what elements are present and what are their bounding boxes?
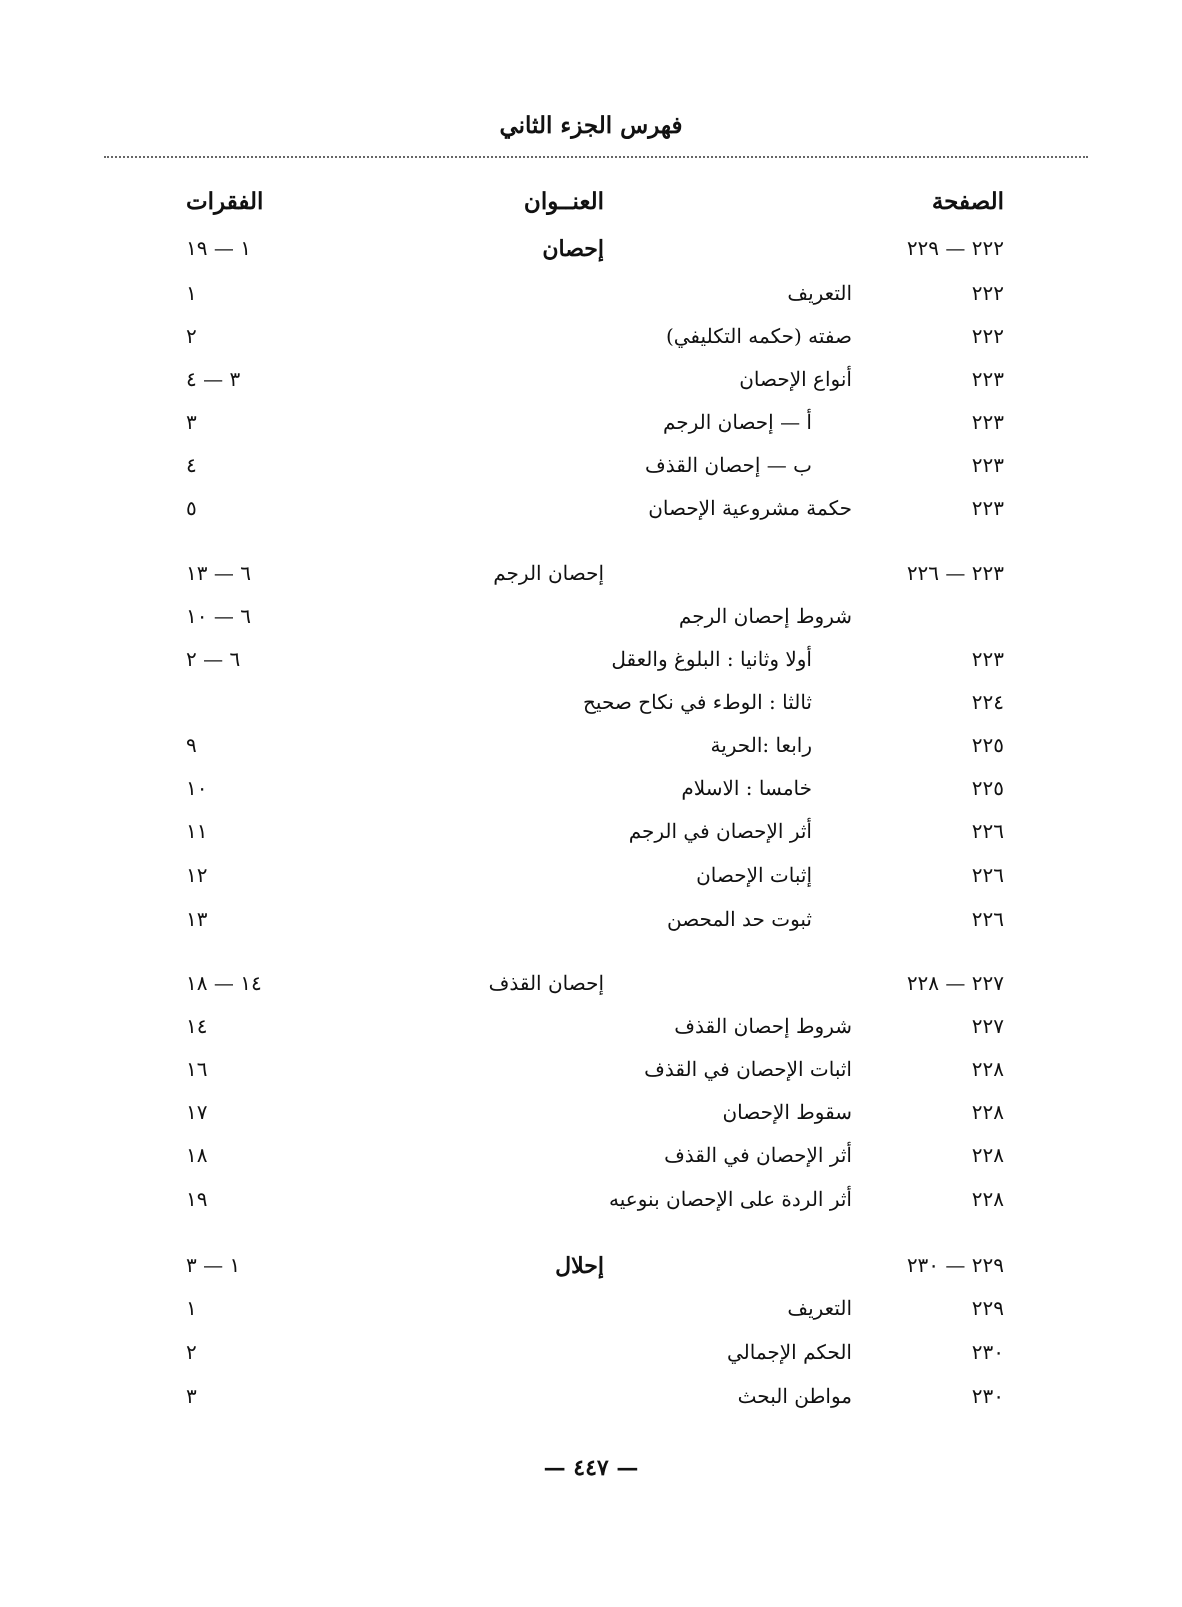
entry-paragraphs: ٦ — ١٣ — [186, 561, 251, 585]
entry-page: ٢٢٨ — [971, 1057, 1004, 1081]
entry-title: إثبات الإحصان — [696, 863, 812, 887]
column-header-title: العنــوان — [523, 188, 604, 215]
toc-entry — [0, 819, 1182, 859]
toc-entry — [0, 1014, 1182, 1054]
entry-page: ٢٢٨ — [971, 1100, 1004, 1124]
entry-title: شروط إحصان القذف — [674, 1014, 852, 1038]
entry-page: ٢٣٠ — [971, 1340, 1004, 1364]
entry-page: ٢٢٦ — [971, 907, 1004, 931]
entry-title: أ — إحصان الرجم — [662, 410, 812, 434]
entry-title: إحصان القذف — [488, 971, 604, 995]
entry-title: الحكم الإجمالي — [726, 1340, 852, 1364]
entry-title: اثبات الإحصان في القذف — [644, 1057, 852, 1081]
column-header-page: الصفحة — [931, 188, 1004, 215]
entry-paragraphs: ١٧ — [186, 1100, 208, 1124]
entry-paragraphs: ١١ — [186, 819, 208, 843]
entry-title: أثر الردة على الإحصان بنوعيه — [609, 1187, 852, 1211]
entry-page: ٢٢٧ — ٢٢٨ — [906, 971, 1004, 995]
toc-entry — [0, 776, 1182, 816]
column-headers — [0, 188, 1182, 228]
toc-entry — [0, 1340, 1182, 1380]
toc-entry — [0, 367, 1182, 407]
entry-paragraphs: ٥ — [186, 496, 197, 520]
entry-page: ٢٢٣ — ٢٢٦ — [906, 561, 1004, 585]
page-header-title: فهرس الجزء الثاني — [499, 112, 683, 139]
toc-entry-subheading — [0, 561, 1182, 601]
toc-entry — [0, 907, 1182, 947]
toc-entry — [0, 647, 1182, 687]
entry-page: ٢٢٧ — [971, 1014, 1004, 1038]
entry-paragraphs: ١ — ٣ — [186, 1253, 241, 1277]
entry-page: ٢٢٩ — ٢٣٠ — [906, 1253, 1004, 1277]
entry-page: ٢٢٢ — [971, 324, 1004, 348]
entry-paragraphs: ١ — ١٩ — [186, 236, 251, 260]
toc-entry — [0, 496, 1182, 536]
entry-paragraphs: ٩ — [186, 733, 197, 757]
entry-paragraphs: ٤ — [186, 453, 197, 477]
entry-page: ٢٢٣ — [971, 647, 1004, 671]
toc-entry — [0, 1057, 1182, 1097]
entry-title: التعريف — [787, 1296, 852, 1320]
entry-title: حكمة مشروعية الإحصان — [648, 496, 852, 520]
entry-paragraphs: ٦ — ٢ — [186, 647, 241, 671]
entry-page: ٢٢٦ — [971, 863, 1004, 887]
entry-paragraphs: ١٢ — [186, 863, 208, 887]
entry-paragraphs: ٢ — [186, 1340, 197, 1364]
entry-title: ثبوت حد المحصن — [666, 907, 812, 931]
entry-page: ٢٢٣ — [971, 367, 1004, 391]
entry-paragraphs: ٢ — [186, 324, 197, 348]
toc-entry — [0, 863, 1182, 903]
entry-page: ٢٢٢ — [971, 281, 1004, 305]
entry-title: إحصان الرجم — [493, 561, 604, 585]
entry-page: ٢٢٨ — [971, 1143, 1004, 1167]
toc-entry — [0, 1296, 1182, 1336]
entry-page: ٢٢٦ — [971, 819, 1004, 843]
toc-entry — [0, 733, 1182, 773]
toc-entry — [0, 410, 1182, 450]
toc-entry — [0, 453, 1182, 493]
entry-page: ٢٢٥ — [971, 733, 1004, 757]
toc-entry — [0, 1100, 1182, 1140]
entry-paragraphs: ١ — [186, 281, 197, 305]
entry-page: ٢٢٩ — [971, 1296, 1004, 1320]
entry-paragraphs: ١٩ — [186, 1187, 208, 1211]
entry-paragraphs: ٣ — [186, 1384, 197, 1408]
entry-paragraphs: ١٤ — [186, 1014, 208, 1038]
entry-title: أثر الإحصان في القذف — [664, 1143, 852, 1167]
entry-page: ٢٢٢ — ٢٢٩ — [906, 236, 1004, 260]
toc-entry-subheading — [0, 971, 1182, 1011]
entry-paragraphs: ١٣ — [186, 907, 208, 931]
entry-title: شروط إحصان الرجم — [678, 604, 852, 628]
entry-title: أنواع الإحصان — [739, 367, 852, 391]
entry-page: ٢٢٨ — [971, 1187, 1004, 1211]
toc-entry — [0, 1143, 1182, 1183]
toc-entry-main-heading — [0, 236, 1182, 276]
entry-title: إحصان — [542, 236, 604, 262]
entry-title: خامسا : الاسلام — [681, 776, 812, 800]
entry-paragraphs: ٣ — ٤ — [186, 367, 241, 391]
toc-entry — [0, 1384, 1182, 1424]
entry-title: ثالثا : الوطء في نكاح صحيح — [583, 690, 812, 714]
entry-title: رابعا :الحرية — [710, 733, 812, 757]
entry-page: ٢٢٤ — [971, 690, 1004, 714]
entry-page: ٢٢٣ — [971, 410, 1004, 434]
toc-entry — [0, 281, 1182, 321]
entry-paragraphs: ١٤ — ١٨ — [186, 971, 262, 995]
entry-paragraphs: ٣ — [186, 410, 197, 434]
header-divider — [104, 156, 1088, 158]
entry-page: ٢٢٣ — [971, 496, 1004, 520]
entry-title: ب — إحصان القذف — [645, 453, 812, 477]
entry-paragraphs: ١٦ — [186, 1057, 208, 1081]
entry-page: ٢٢٣ — [971, 453, 1004, 477]
entry-title: التعريف — [787, 281, 852, 305]
entry-paragraphs: ١٨ — [186, 1143, 208, 1167]
entry-title: إحلال — [555, 1253, 604, 1279]
toc-entry — [0, 324, 1182, 364]
entry-page: ٢٣٠ — [971, 1384, 1004, 1408]
entry-title: سقوط الإحصان — [722, 1100, 852, 1124]
entry-paragraphs: ٦ — ١٠ — [186, 604, 251, 628]
entry-paragraphs: ١ — [186, 1296, 197, 1320]
entry-title: أولا وثانيا : البلوغ والعقل — [611, 647, 812, 671]
entry-title: مواطن البحث — [737, 1384, 852, 1408]
page-number: — ٤٤٧ — — [543, 1455, 639, 1481]
entry-page: ٢٢٥ — [971, 776, 1004, 800]
entry-title: أثر الإحصان في الرجم — [628, 819, 812, 843]
toc-entry — [0, 1187, 1182, 1227]
toc-entry-main-heading — [0, 1253, 1182, 1293]
entry-title: صفته (حكمه التكليفي) — [665, 324, 852, 348]
column-header-paragraphs: الفقرات — [186, 188, 264, 215]
toc-entry — [0, 604, 1182, 644]
entry-paragraphs: ١٠ — [186, 776, 208, 800]
toc-entry — [0, 690, 1182, 730]
